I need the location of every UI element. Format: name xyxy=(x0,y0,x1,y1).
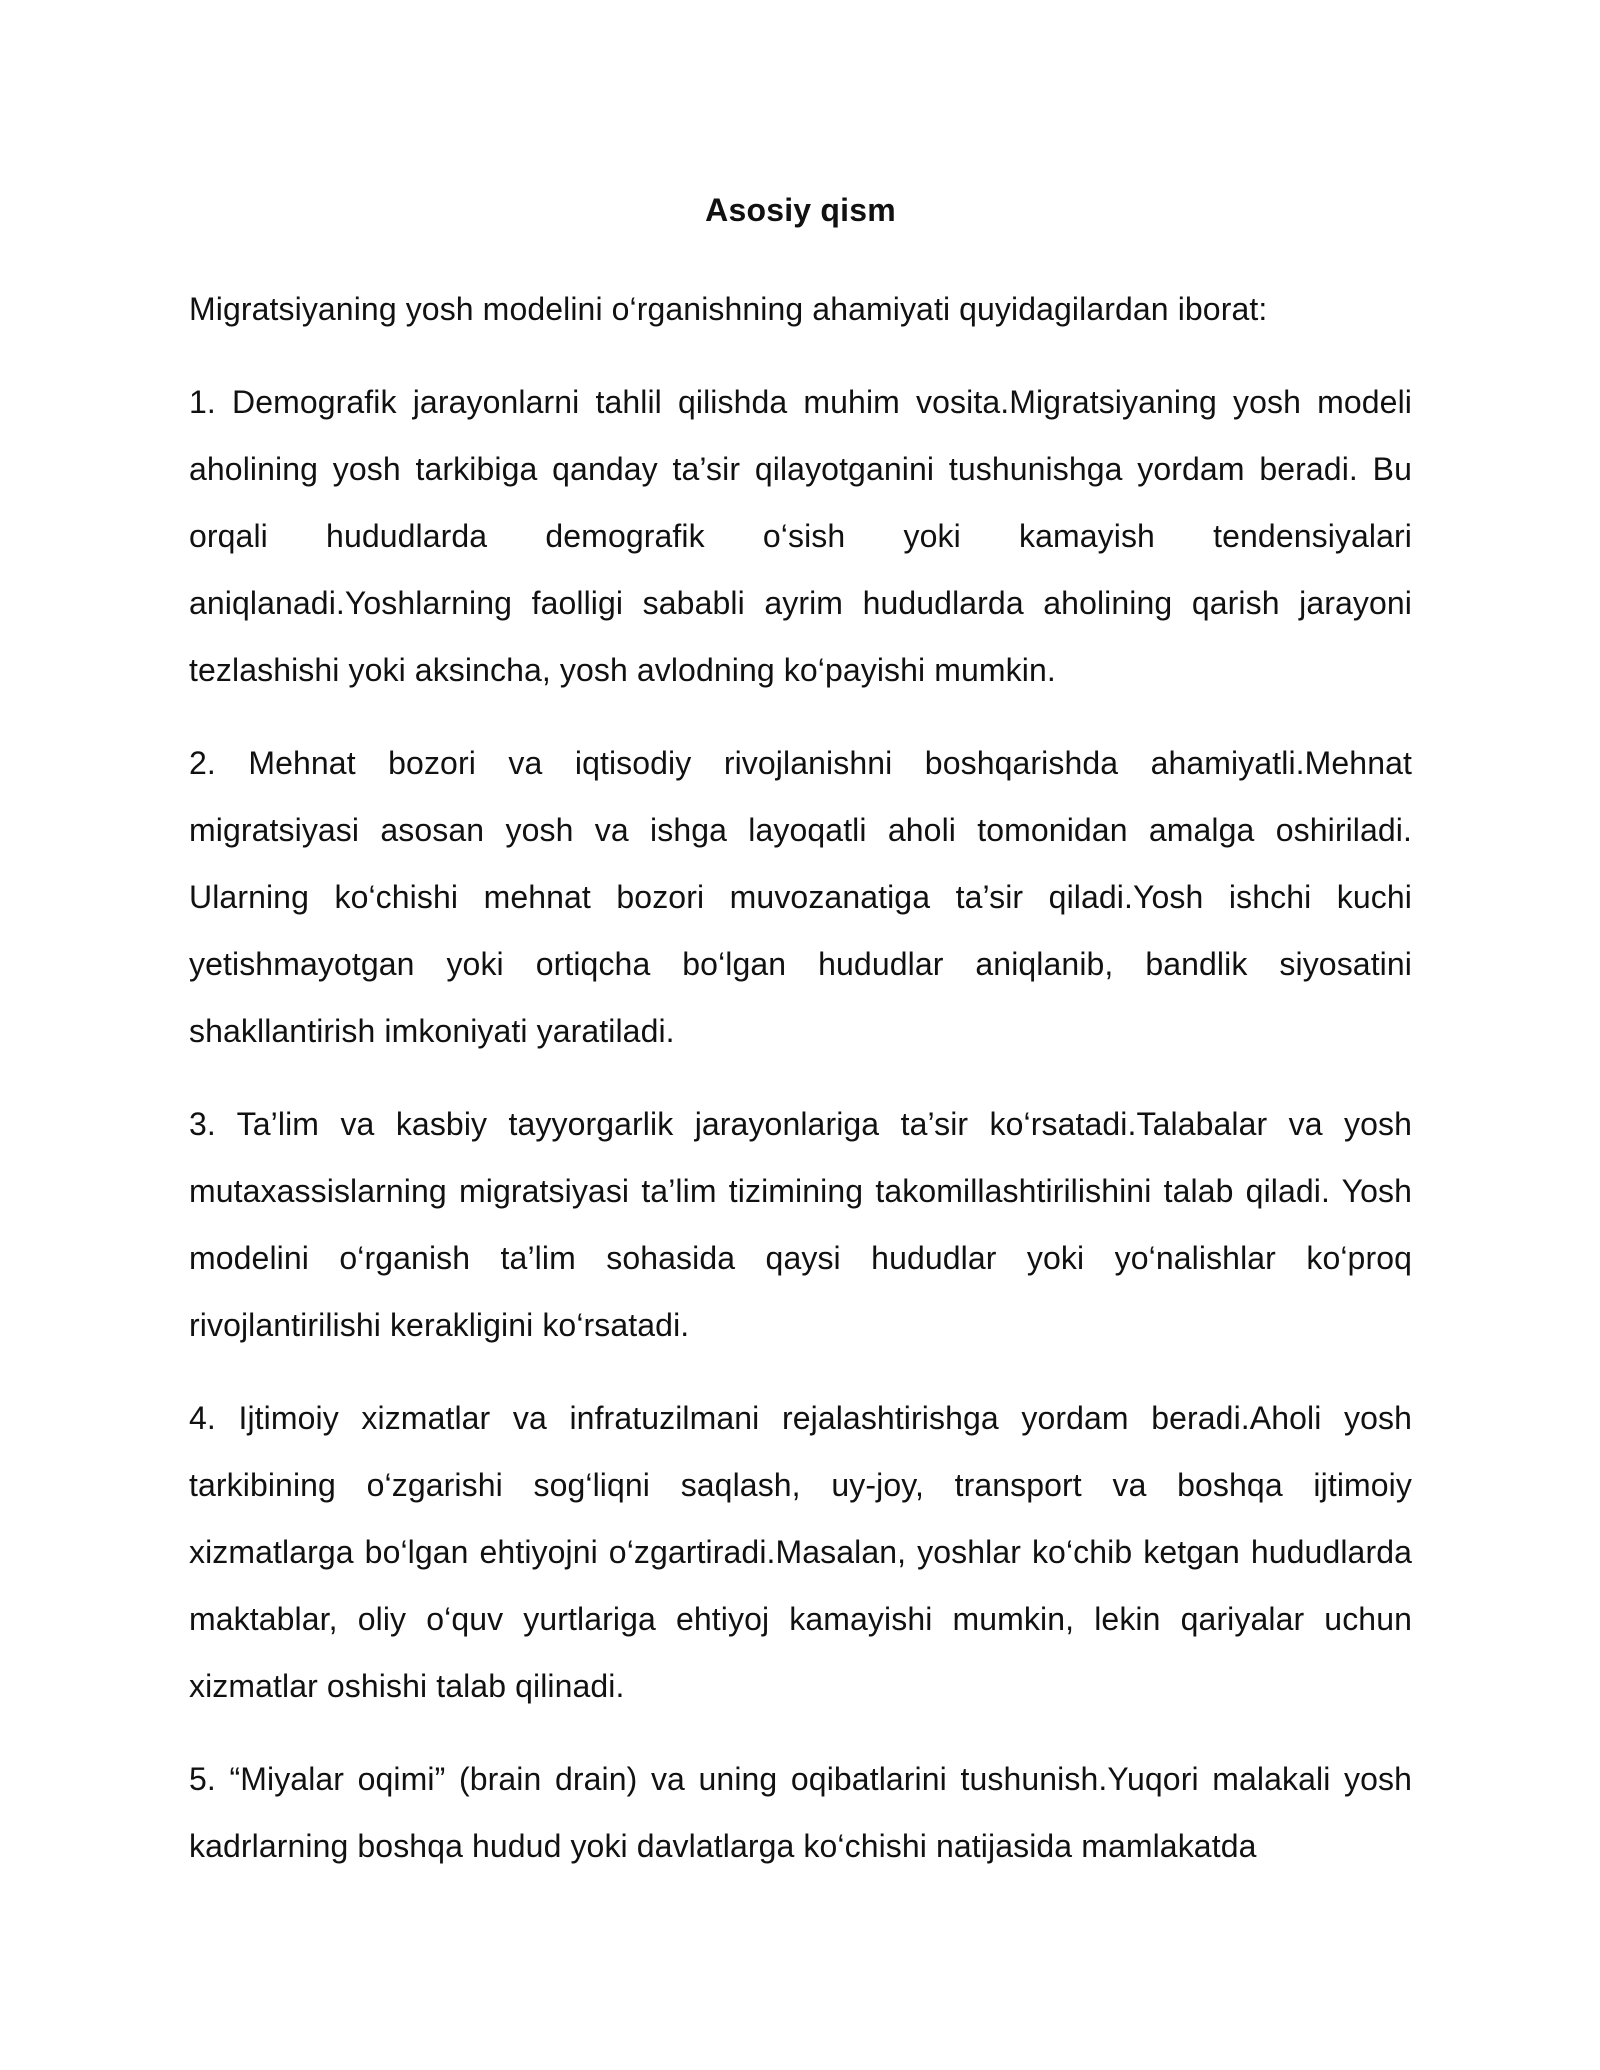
section-heading: Asosiy qism xyxy=(705,192,896,228)
paragraph-2: 2. Mehnat bozori va iqtisodiy rivojlanishni boshqarishda ahamiyatli.Mehnat migratsiyasi asosan yosh va ishga layoqatli aholi tomonidan amalga oshiriladi. Ularning ko‘chishi mehnat bozori muvozanatiga ta’sir qiladi.Yosh ishchi kuchi yetishmayotgan yoki ortiqcha bo‘lgan hududlar aniqlanib, bandlik siyosatini shakllantirish imkoniyati yaratiladi. xyxy=(189,745,1412,1049)
intro-paragraph: Migratsiyaning yosh modelini o‘rganishning ahamiyati quyidagilardan iborat: xyxy=(189,291,1268,327)
paragraph-5: 5. “Miyalar oqimi” (brain drain) va uning oqibatlarini tushunish.Yuqori malakali yosh kadrlarning boshqa hudud yoki davlatlarga ko‘chishi natijasida mamlakatda xyxy=(189,1761,1412,1864)
paragraph-1: 1. Demografik jarayonlarni tahlil qilishda muhim vosita.Migratsiyaning yosh modeli aholining yosh tarkibiga qanday ta’sir qilayotganini tushunishga yordam beradi. Bu orqali hududlarda demografik o‘sish yoki kamayish tendensiyalari aniqlanadi.Yoshlarning faolligi sababli ayrim hududlarda aholining qarish jarayoni tezlashishi yoki aksincha, yosh avlodning ko‘payishi mumkin. xyxy=(189,384,1412,688)
document-body xyxy=(189,184,1412,1906)
paragraph-4: 4. Ijtimoiy xizmatlar va infratuzilmani rejalashtirishga yordam beradi.Aholi yosh tarkibining o‘zgarishi sog‘liqni saqlash, uy-joy, transport va boshqa ijtimoiy xizmatlarga bo‘lgan ehtiyojni o‘zgartiradi.Masalan, yoshlar ko‘chib ketgan hududlarda maktablar, oliy o‘quv yurtlariga ehtiyoj kamayishi mumkin, lekin qariyalar uchun xizmatlar oshishi talab qilinadi. xyxy=(189,1400,1412,1704)
paragraph-3: 3. Ta’lim va kasbiy tayyorgarlik jarayonlariga ta’sir ko‘rsatadi.Talabalar va yosh mutaxassislarning migratsiyasi ta’lim tizimining takomillashtirilishini talab qiladi. Yosh modelini o‘rganish ta’lim sohasida qaysi hududlar yoki yo‘nalishlar ko‘proq rivojlantirilishi kerakligini ko‘rsatadi. xyxy=(189,1106,1412,1343)
